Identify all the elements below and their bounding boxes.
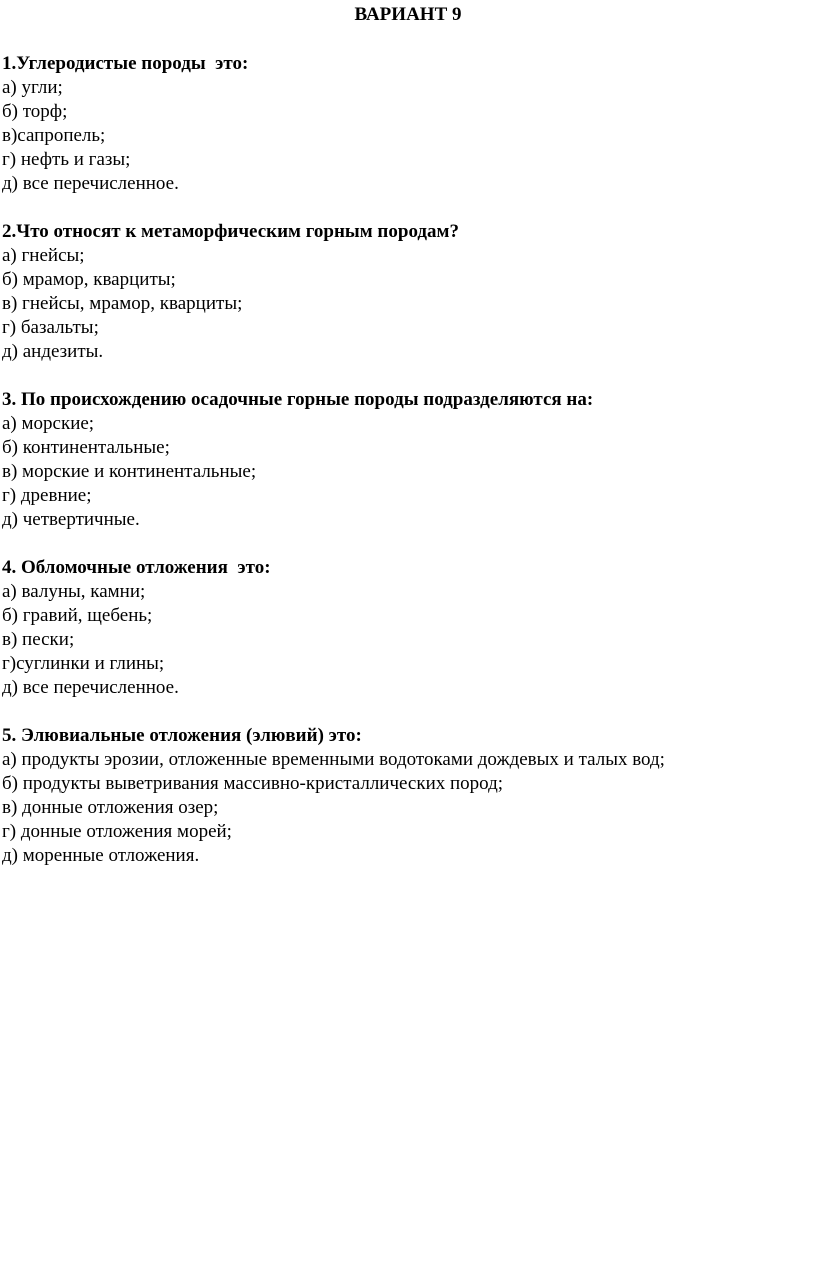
answer-option-g: г) нефть и газы; [2, 149, 131, 170]
question-4 [2, 556, 814, 700]
page-title: ВАРИАНТ 9 [354, 4, 462, 25]
question-text: 5. Элювиальные отложения (элювий) это: [2, 725, 362, 746]
answer-options [2, 76, 814, 196]
answer-option-d: д) моренные отложения. [2, 845, 200, 866]
answer-options [2, 580, 814, 700]
answer-option-g: г)суглинки и глины; [2, 653, 165, 674]
question-text: 2.Что относят к метаморфическим горным породам? [2, 221, 459, 242]
answer-option-a: а) угли; [2, 77, 63, 98]
answer-option-d: д) четвертичные. [2, 509, 140, 530]
answer-options [2, 748, 814, 868]
answer-option-g: г) базальты; [2, 317, 99, 338]
question-text: 4. Обломочные отложения это: [2, 557, 271, 578]
question-2 [2, 220, 814, 364]
answer-option-a: а) морские; [2, 413, 95, 434]
question-3 [2, 388, 814, 532]
answer-option-a: а) гнейсы; [2, 245, 85, 266]
answer-option-d: д) все перечисленное. [2, 677, 179, 698]
answer-option-d: д) все перечисленное. [2, 173, 179, 194]
question-text: 1.Углеродистые породы это: [2, 53, 249, 74]
question-text: 3. По происхождению осадочные горные породы подразделяются на: [2, 389, 594, 410]
answer-option-a: а) продукты эрозии, отложенные временными водотоками дождевых и талых вод; [2, 749, 665, 770]
answer-options [2, 412, 814, 532]
answer-option-v: в) донные отложения озер; [2, 797, 219, 818]
answer-option-v: в) гнейсы, мрамор, кварциты; [2, 293, 243, 314]
answer-option-a: а) валуны, камни; [2, 581, 146, 602]
answer-option-b: б) мрамор, кварциты; [2, 269, 176, 290]
answer-option-b: б) континентальные; [2, 437, 170, 458]
question-5 [2, 724, 814, 868]
question-list [2, 52, 814, 892]
answer-option-b: б) продукты выветривания массивно-кристаллических пород; [2, 773, 504, 794]
answer-option-d: д) андезиты. [2, 341, 104, 362]
answer-options [2, 244, 814, 364]
answer-option-v: в) морские и континентальные; [2, 461, 257, 482]
answer-option-v: в)сапропель; [2, 125, 106, 146]
answer-option-g: г) древние; [2, 485, 92, 506]
answer-option-v: в) пески; [2, 629, 75, 650]
answer-option-b: б) гравий, щебень; [2, 605, 153, 626]
question-1 [2, 52, 814, 196]
answer-option-g: г) донные отложения морей; [2, 821, 232, 842]
answer-option-b: б) торф; [2, 101, 68, 122]
